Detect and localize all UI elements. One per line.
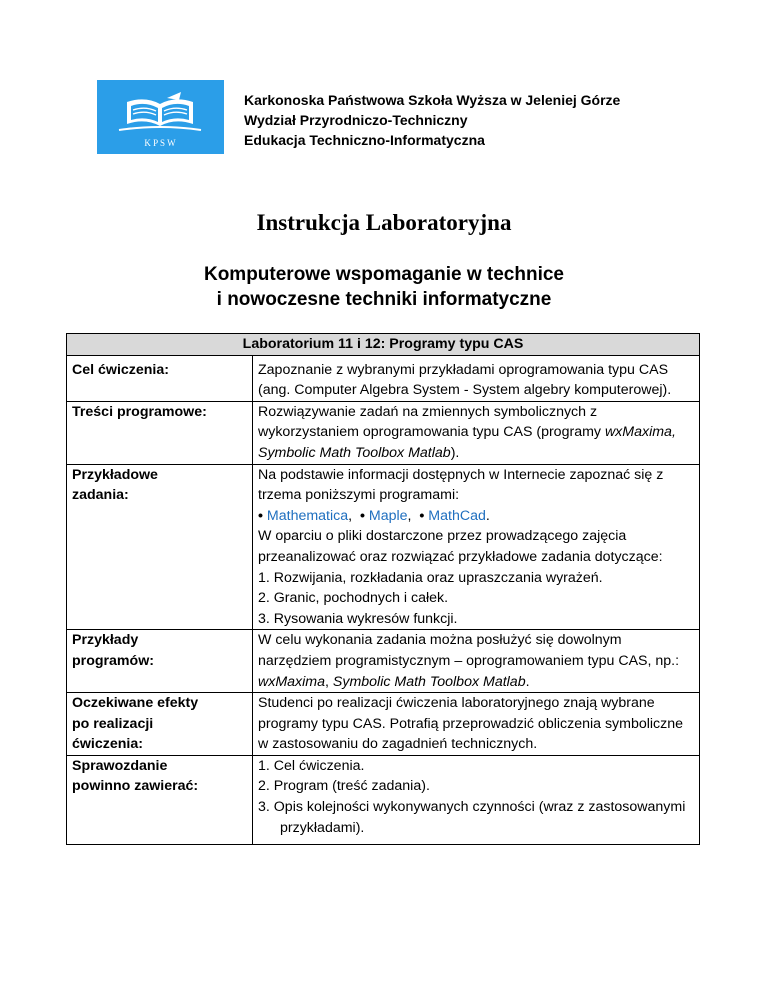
label-tresci: Treści programowe: xyxy=(67,401,253,464)
label-programy xyxy=(67,630,253,693)
list-item: 3. Rysowania wykresów funkcji. xyxy=(258,610,458,627)
row-programy xyxy=(67,630,700,693)
value-tresci xyxy=(253,401,700,464)
program-name: Edukacja Techniczno-Informatyczna xyxy=(244,132,485,148)
programy-matlab: Symbolic Math Toolbox Matlab xyxy=(332,673,526,690)
tresci-programs: wxMaxima, Symbolic Math Toolbox Matlab xyxy=(258,424,676,461)
label-cel: Cel ćwiczenia: xyxy=(67,355,253,401)
course-title xyxy=(0,262,768,312)
link-maple[interactable]: Maple xyxy=(368,507,408,524)
label-efekty-3: ćwiczenia: xyxy=(72,736,143,753)
document-title: Instrukcja Laboratoryjna xyxy=(256,210,512,235)
institution-header xyxy=(244,90,620,150)
programy-end: . xyxy=(525,673,530,690)
label-zadania-2: zadania: xyxy=(72,487,129,504)
list-item: 1. Rozwijania, rozkładania oraz upraszczania wyrażeń. xyxy=(258,569,603,586)
bullet-icon: • xyxy=(258,507,263,524)
lab-table xyxy=(66,333,700,845)
list-item: 2. Granic, pochodnych i całek. xyxy=(258,590,449,607)
value-sprawozdanie xyxy=(253,755,700,844)
link-mathcad[interactable]: MathCad xyxy=(428,507,486,524)
logo-text: K P S W xyxy=(144,138,176,148)
bullet-icon: • xyxy=(359,507,365,524)
label-sprawozdanie-2: powinno zawierać: xyxy=(72,778,199,795)
label-zadania-1: Przykładowe xyxy=(72,466,158,483)
zadania-intro: Na podstawie informacji dostępnych w Internecie zapoznać się z trzema poniższymi programami: xyxy=(258,466,664,504)
row-zadania xyxy=(67,464,700,630)
tresci-text: Rozwiązywanie zadań na zmiennych symbolicznych z wykorzystaniem oprogramowania typu CAS (programy xyxy=(258,403,605,441)
label-zadania xyxy=(67,464,253,630)
zadania-para: W oparciu o pliki dostarczone przez prowadzącego zajęcia przeanalizować oraz rozwiązać przykładowe zadania dotyczące: xyxy=(258,528,663,565)
programy-wxmaxima: wxMaxima xyxy=(258,673,326,690)
row-cel xyxy=(67,355,700,401)
faculty-name: Wydział Przyrodniczo-Techniczny xyxy=(244,112,468,128)
label-efekty-1: Oczekiwane efekty xyxy=(72,695,199,712)
value-efekty: Studenci po realizacji ćwiczenia laboratoryjnego znają wybrane programy typu CAS. Potrafią przeprowadzić obliczenia symboliczne w zastosowaniu do zagadnień technicznych. xyxy=(253,693,700,756)
list-item: 2. Program (treść zadania). xyxy=(258,778,430,795)
course-title-line-2: i nowoczesne techniki informatyczne xyxy=(216,289,552,310)
value-zadania xyxy=(253,464,700,630)
programy-sep: , xyxy=(325,673,333,690)
course-title-line-1: Komputerowe wspomaganie w technice xyxy=(203,264,565,285)
lab-banner: Laboratorium 11 i 12: Programy typu CAS xyxy=(67,334,700,356)
programy-text: W celu wykonania zadania można posłużyć się dowolnym narzędziem programistycznym – oprogramowaniem typu CAS, np.: xyxy=(258,632,680,669)
row-sprawozdanie xyxy=(67,755,700,844)
label-programy-2: programów: xyxy=(72,652,154,669)
value-cel: Zapoznanie z wybranymi przykładami oprogramowania typu CAS (ang. Computer Algebra System - System algebry komputerowej). xyxy=(253,355,700,401)
list-item: 3. Opis kolejności wykonywanych czynności (wraz z zastosowanymi przykładami). xyxy=(258,799,686,836)
row-efekty xyxy=(67,693,700,756)
label-programy-1: Przykłady xyxy=(72,632,139,649)
value-programy xyxy=(253,630,700,693)
list-item: 1. Cel ćwiczenia. xyxy=(258,757,365,774)
row-tresci xyxy=(67,401,700,464)
label-efekty xyxy=(67,693,253,756)
bullet-icon: • xyxy=(419,507,425,524)
link-mathematica[interactable]: Mathematica xyxy=(266,507,349,524)
label-efekty-2: po realizacji xyxy=(72,715,154,732)
university-name: Karkonoska Państwowa Szkoła Wyższa w Jeleniej Górze xyxy=(244,92,621,108)
label-sprawozdanie xyxy=(67,755,253,844)
tresci-end: ). xyxy=(450,444,460,461)
kpsw-logo xyxy=(97,80,224,154)
program-links: • Mathematica, • Maple, • MathCad. xyxy=(258,507,490,524)
label-sprawozdanie-1: Sprawozdanie xyxy=(72,757,168,774)
